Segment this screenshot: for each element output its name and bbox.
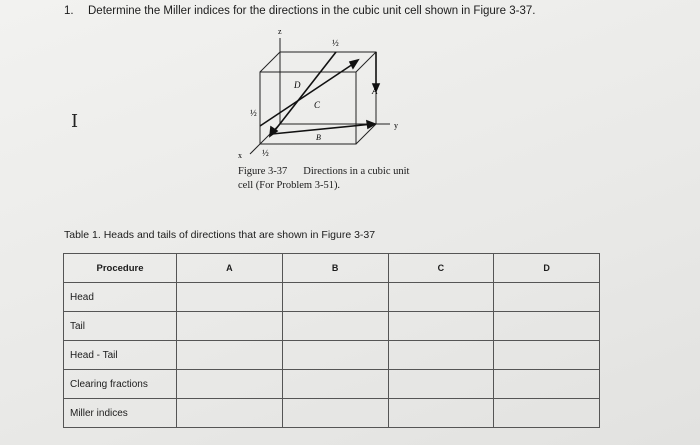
table-cell[interactable] — [388, 399, 494, 428]
figure-caption — [238, 165, 409, 193]
caption-figure-number: Figure 3-37 — [238, 166, 288, 177]
directions-table — [63, 253, 600, 428]
label-A: A — [372, 86, 378, 96]
direction-B-arrow — [272, 124, 373, 134]
question-number: 1. — [64, 5, 74, 17]
label-C: C — [314, 100, 321, 110]
direction-C-arrowhead — [350, 60, 358, 68]
table-cell[interactable] — [282, 370, 388, 399]
table-cell[interactable] — [177, 399, 283, 428]
header-procedure: Procedure — [64, 254, 177, 283]
table-cell[interactable] — [177, 370, 283, 399]
table-cell[interactable] — [282, 399, 388, 428]
table-cell[interactable] — [282, 312, 388, 341]
table-row — [64, 370, 600, 399]
caption-line-1: Directions in a cubic unit — [303, 166, 410, 177]
label-half-left: ½ — [250, 108, 257, 118]
table-cell[interactable] — [494, 370, 600, 399]
header-B: B — [282, 254, 388, 283]
row-label-head-minus-tail: Head - Tail — [64, 341, 177, 370]
label-z: z — [278, 27, 282, 36]
header-D: D — [494, 254, 600, 283]
row-label-head: Head — [64, 283, 177, 312]
table-cell[interactable] — [177, 341, 283, 370]
table-cell[interactable] — [282, 341, 388, 370]
table-row — [64, 341, 600, 370]
label-y: y — [394, 121, 398, 130]
direction-B-arrowhead — [367, 121, 375, 128]
cube-edge — [356, 52, 376, 72]
row-label-miller-indices: Miller indices — [64, 399, 177, 428]
table-cell[interactable] — [388, 283, 494, 312]
cubic-unit-cell-figure — [228, 22, 428, 167]
table-row — [64, 399, 600, 428]
table-row — [64, 312, 600, 341]
table-header-row — [64, 254, 600, 283]
label-half-top: ½ — [332, 38, 339, 48]
label-half-bottom: ½ — [262, 148, 269, 158]
row-label-tail: Tail — [64, 312, 177, 341]
table-cell[interactable] — [177, 312, 283, 341]
label-B: B — [316, 133, 321, 142]
table-cell[interactable] — [494, 283, 600, 312]
question-text: Determine the Miller indices for the directions in the cubic unit cell shown in Figure 3-37. — [88, 5, 536, 17]
text-cursor-icon: I — [71, 111, 79, 132]
table-row — [64, 283, 600, 312]
direction-D-arrow — [272, 52, 336, 134]
table-cell[interactable] — [388, 312, 494, 341]
table-cell[interactable] — [282, 283, 388, 312]
table-cell[interactable] — [177, 283, 283, 312]
table-cell[interactable] — [494, 312, 600, 341]
cube-edge — [260, 52, 280, 72]
label-D: D — [294, 80, 301, 90]
label-x: x — [238, 151, 242, 160]
cube-edge — [356, 124, 376, 144]
header-A: A — [177, 254, 283, 283]
table-title: Table 1. Heads and tails of directions that are shown in Figure 3-37 — [64, 229, 376, 241]
header-C: C — [388, 254, 494, 283]
table-cell[interactable] — [388, 370, 494, 399]
x-axis — [250, 144, 260, 154]
table-cell[interactable] — [388, 341, 494, 370]
table-cell[interactable] — [494, 341, 600, 370]
row-label-clearing-fractions: Clearing fractions — [64, 370, 177, 399]
table-cell[interactable] — [494, 399, 600, 428]
caption-line-2: cell (For Problem 3-51). — [238, 180, 341, 191]
